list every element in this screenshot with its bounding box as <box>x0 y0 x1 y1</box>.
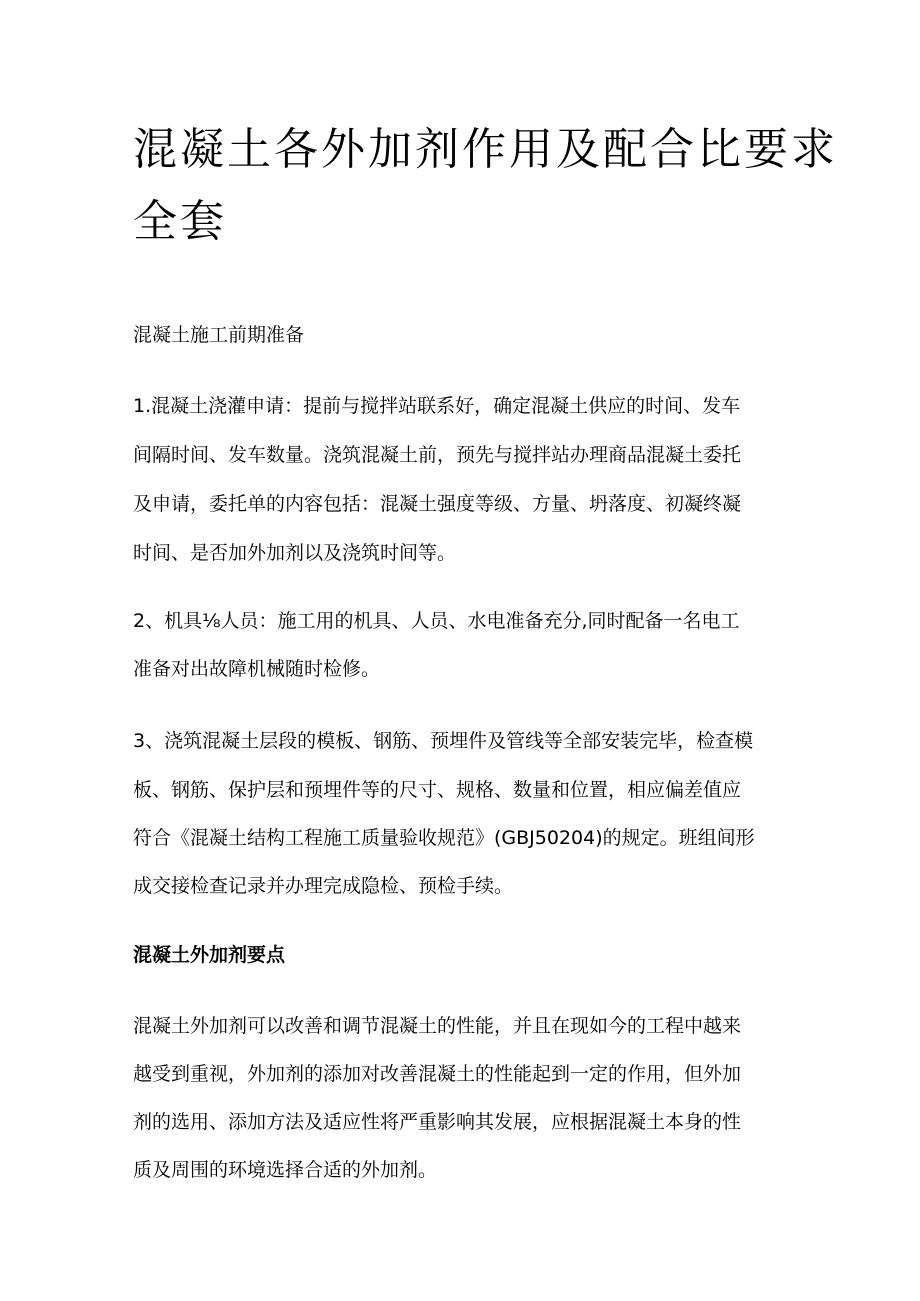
item1-line-1: 1.混凝土浇灌申请：提前与搅拌站联系好，确定混凝土供应的时间、发车 <box>133 395 741 417</box>
item3-line-2: 板、钢筋、保护层和预埋件等的尺寸、规格、数量和位置，相应偏差值应 <box>133 779 742 801</box>
item1-line-3: 及申请，委托单的内容包括：混凝土强度等级、方量、坍落度、初凝终凝 <box>133 493 742 515</box>
paragraph-line-2: 越受到重视，外加剂的添加对改善混凝土的性能起到一定的作用，但外加 <box>133 1063 742 1085</box>
document-title-line-1: 混凝土各外加剂作用及配合比要求 <box>133 124 838 175</box>
item2-line-2: 准备对出故障机械随时检修。 <box>133 658 381 680</box>
item3-line-4: 成交接检查记录并办理完成隐检、预检手续。 <box>133 875 514 897</box>
item3-line-3: 符合《混凝土结构工程施工质量验收规范》(GBJ50204)的规定。班组间形 <box>133 827 755 849</box>
item1-line-2: 间隔时间、发车数量。浇筑混凝土前，预先与搅拌站办理商品混凝土委托 <box>133 444 742 466</box>
item1-line-4: 时间、是否加外加剂以及浇筑时间等。 <box>133 542 457 564</box>
paragraph-line-1: 混凝土外加剂可以改善和调节混凝土的性能，并且在现如今的工程中越来 <box>133 1015 742 1037</box>
paragraph-line-3: 剂的选用、添加方法及适应性将严重影响其发展，应根据混凝土本身的性 <box>133 1111 742 1133</box>
document-title-line-2: 全套 <box>133 196 227 247</box>
item3-line-1: 3、浇筑混凝土层段的模板、钢筋、预埋件及管线等全部安装完毕，检查模 <box>133 730 754 752</box>
section-heading-preparation: 混凝土施工前期准备 <box>133 324 305 346</box>
item2-line-1: 2、机具⅛人员：施工用的机具、人员、水电准备充分,同时配备一名电工 <box>133 610 740 632</box>
paragraph-line-4: 质及周围的环境选择合适的外加剂。 <box>133 1159 438 1181</box>
section-heading-admixture: 混凝土外加剂要点 <box>133 944 286 966</box>
